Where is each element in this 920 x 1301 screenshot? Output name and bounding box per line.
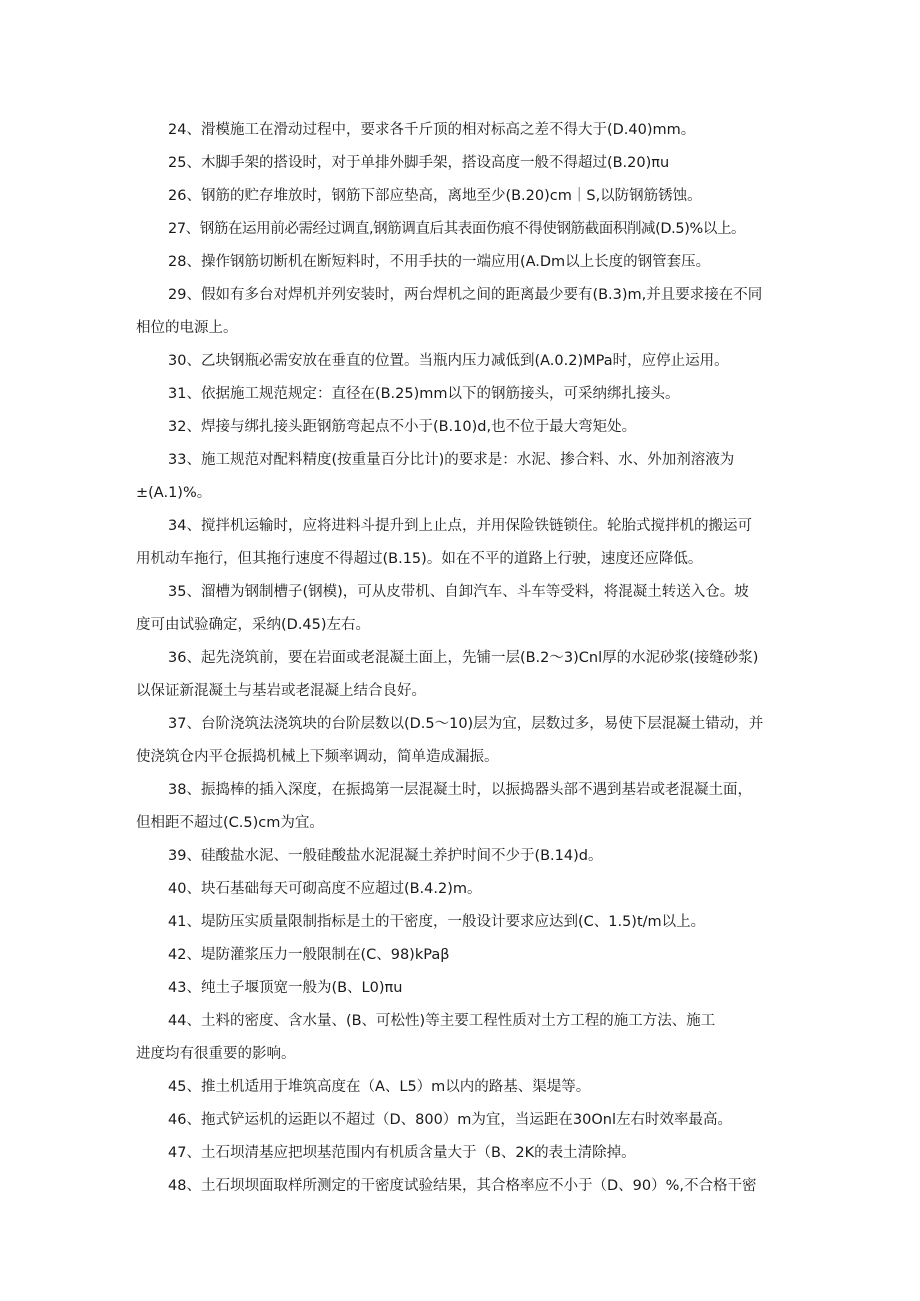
question-line: 34、搅拌机运输时，应将进料斗提升到上止点，并用保险铁链锁住。轮胎式搅拌机的搬运可	[168, 518, 752, 534]
question-24	[136, 114, 796, 147]
question-32	[136, 411, 796, 444]
question-line: 使浇筑仓内平仓振捣机械上下频率调动，简单造成漏振。	[136, 749, 499, 765]
question-line: 35、溜槽为钢制槽子(钢模)，可从皮带机、自卸汽车、斗车等受料，将混凝土转送入仓。坡	[168, 584, 749, 600]
question-line: 27、钢筋在运用前必需经过调直,钢筋调直后其表面伤痕不得使钢筋截面积削减(D.5)%以上。	[168, 221, 746, 237]
question-25	[136, 147, 796, 180]
question-line: 进度均有很重要的影响。	[136, 1046, 296, 1062]
question-36	[136, 642, 796, 708]
question-line: ±(A.1)%。	[136, 485, 212, 501]
question-line: 26、钢筋的贮存堆放时，钢筋下部应垫高，离地至少(B.20)cm｜S,以防钢筋锈蚀。	[168, 188, 702, 204]
question-line: 相位的电源上。	[136, 320, 238, 336]
question-line: 38、振捣棒的插入深度，在振捣第一层混凝土时，以振捣器头部不遇到基岩或老混凝土面，	[168, 782, 752, 798]
question-34	[136, 510, 796, 576]
question-30	[136, 345, 796, 378]
question-44	[136, 1005, 796, 1071]
question-41	[136, 906, 796, 939]
question-31	[136, 378, 796, 411]
question-line: 41、堤防压实质量限制指标是土的干密度，一般设计要求应达到(C、1.5)t/m以上。	[168, 914, 706, 930]
question-42	[136, 939, 796, 972]
question-45	[136, 1071, 796, 1104]
question-line: 43、纯土子堰顶宽一般为(B、L0)πu	[168, 980, 403, 996]
question-line: 33、施工规范对配料精度(按重量百分比计)的要求是：水泥、掺合料、水、外加剂溶液为	[168, 452, 735, 468]
question-line: 32、焊接与绑扎接头距钢筋弯起点不小于(B.10)d,也不位于最大弯矩处。	[168, 419, 637, 435]
question-line: 39、硅酸盐水泥、一般硅酸盐水泥混凝土养护时间不少于(B.14)d。	[168, 848, 603, 864]
question-38	[136, 774, 796, 840]
question-line: 48、土石坝坝面取样所测定的干密度试验结果，其合格率应不小于（D、90）%,不合格干密	[168, 1178, 757, 1194]
question-line: 但相距不超过(C.5)cm为宜。	[136, 815, 324, 831]
question-line: 45、推土机适用于堆筑高度在（A、L5）m以内的路基、渠堤等。	[168, 1079, 591, 1095]
question-line: 25、木脚手架的搭设时，对于单排外脚手架，搭设高度一般不得超过(B.20)πu	[168, 155, 670, 171]
question-43	[136, 972, 796, 1005]
question-28	[136, 246, 796, 279]
question-line: 30、乙块钢瓶必需安放在垂直的位置。当瓶内压力减低到(A.0.2)MPa时，应停止运用。	[168, 353, 729, 369]
question-line: 37、台阶浇筑法浇筑块的台阶层数以(D.5〜10)层为宜，层数过多，易使下层混凝土错动，并	[168, 716, 764, 732]
question-39	[136, 840, 796, 873]
question-line: 24、滑模施工在滑动过程中，要求各千斤顶的相对标高之差不得大于(D.40)mm。	[168, 122, 696, 138]
question-35	[136, 576, 796, 642]
question-26	[136, 180, 796, 213]
question-line: 46、拖式铲运机的运距以不超过（D、800）m为宜，当运距在30Onl左右时效率最高。	[168, 1112, 732, 1128]
question-line: 40、块石基础每天可砌高度不应超过(B.4.2)m。	[168, 881, 482, 897]
question-29	[136, 279, 796, 345]
question-46	[136, 1104, 796, 1137]
question-40	[136, 873, 796, 906]
question-line: 度可由试验确定，采纳(D.45)左右。	[136, 617, 371, 633]
question-line: 42、堤防灌浆压力一般限制在(C、98)kPaβ	[168, 947, 450, 963]
question-line: 以保证新混凝土与基岩或老混凝上结合良好。	[136, 683, 426, 699]
question-line: 36、起先浇筑前，要在岩面或老混凝土面上，先铺一层(B.2〜3)Cnl厚的水泥砂浆(接缝砂浆)	[168, 650, 759, 666]
question-37	[136, 708, 796, 774]
question-line: 29、假如有多台对焊机并列安装时，两台焊机之间的距离最少要有(B.3)m,并且要求接在不同	[168, 287, 763, 303]
question-47	[136, 1137, 796, 1170]
question-33	[136, 444, 796, 510]
question-48	[136, 1170, 796, 1203]
question-line: 用机动车拖行，但其拖行速度不得超过(B.15)。如在不平的道路上行驶，速度还应降低。	[136, 551, 703, 567]
question-line: 47、土石坝清基应把坝基范围内有机质含量大于（B、2K的表土清除掉。	[168, 1145, 636, 1161]
question-line: 28、操作钢筋切断机在断短料时，不用手扶的一端应用(A.Dm以上长度的钢管套压。	[168, 254, 711, 270]
question-line: 44、土料的密度、含水量、(B、可松性)等主要工程性质对土方工程的施工方法、施工	[168, 1013, 716, 1029]
question-27	[136, 213, 796, 246]
question-line: 31、依据施工规范规定：直径在(B.25)mm以下的钢筋接头，可采纳绑扎接头。	[168, 386, 680, 402]
